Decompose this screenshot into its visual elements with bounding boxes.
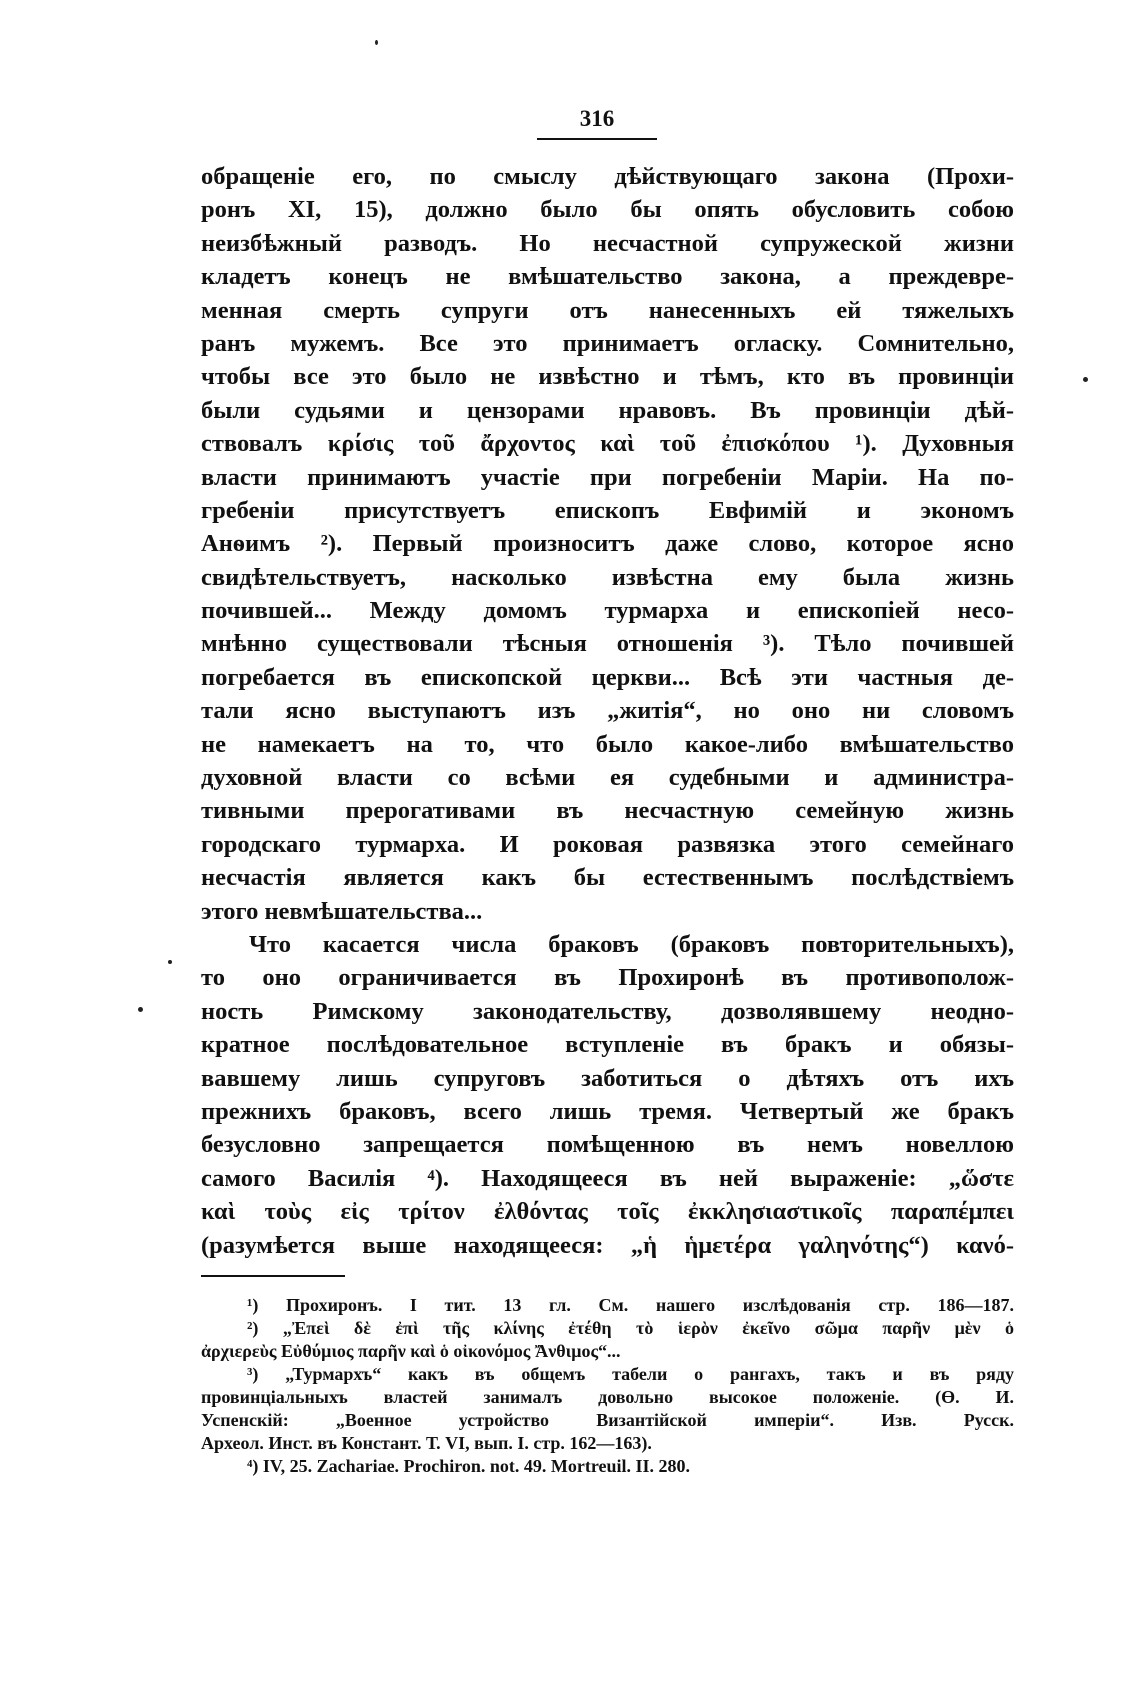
text-line: обращенiе его, по смыслу дѣйствующаго закона (Прохи-	[201, 163, 1014, 190]
text-line: духовной власти со всѣми ея судебными и администра-	[201, 764, 1014, 792]
text-line: гребенiи присутствуетъ епископъ Евфимiй и экономъ	[201, 496, 1014, 524]
text-line: ность Римскому законодательству, дозволявшему неодно-	[201, 997, 1014, 1025]
text-line: чтобы все это было не извѣстно и тѣмъ, кто въ провинцiи	[201, 363, 1014, 391]
text-line: власти принимаютъ участiе при погребенiи Марiи. На по-	[201, 463, 1014, 491]
page-number-rule	[537, 138, 657, 140]
text-line: мнѣнно существовали тѣсныя отношенiя ³). Тѣло почившей	[201, 630, 1014, 658]
footnote-separator	[201, 1275, 345, 1277]
footnote-line: ²) „Ἐπεὶ δὲ ἐπὶ τῆς κλίνης ἐτέθη τὸ ἱερὸν ἐκεῖνο σῶμα παρῆν μὲν ὁ	[247, 1318, 1014, 1338]
footnotes	[201, 1294, 1014, 1478]
text-line: самого Василiя ⁴). Находящееся въ ней выраженiе: „ὥστε	[201, 1164, 1014, 1192]
scan-speck	[1083, 377, 1088, 382]
footnote-line: ⁴) IV, 25. Zachariae. Prochiron. not. 49. Mortreuil. II. 280.	[247, 1456, 691, 1476]
text-line: вавшему лишь супруговъ заботиться о дѣтяхъ отъ ихъ	[201, 1064, 1014, 1092]
text-line: погребается въ епископской церкви... Всѣ эти частныя де-	[201, 663, 1014, 691]
text-line: Анѳимъ ²). Первый произноситъ даже слово, которое ясно	[201, 530, 1014, 558]
text-line: менная смерть супруги отъ нанесенныхъ ей тяжелыхъ	[201, 296, 1014, 324]
scan-speck	[375, 40, 378, 45]
text-line: кладетъ конецъ не вмѣшательство закона, а преждевре-	[201, 263, 1014, 291]
scan-speck	[138, 1007, 143, 1012]
text-line: καὶ τοὺς εἰς τρίτον ἐλθόντας τοῖς ἐκκλησιαστικοῖς παραπέμπει	[201, 1198, 1014, 1226]
text-line: то оно ограничивается въ Прохиронѣ въ противополож-	[201, 964, 1014, 992]
text-line: (разумѣется выше находящееся: „ἡ ἡμετέρα γαληνότης“) κανό-	[201, 1231, 1014, 1259]
text-line: этого невмѣшательства...	[201, 897, 483, 925]
footnote-line: провинцiальныхъ властей занималъ довольно высокое положенiе. (Ө. И.	[201, 1387, 1014, 1407]
footnote-line: ¹) Прохиронъ. I тит. 13 гл. См. нашего изслѣдованiя стр. 186—187.	[247, 1295, 1014, 1315]
footnote-line: ³) „Турмархъ“ какъ въ общемъ табели о рангахъ, такъ и въ ряду	[247, 1364, 1014, 1384]
page-number: 316	[579, 106, 615, 131]
text-line: прежнихъ браковъ, всего лишь тремя. Четвертый же бракъ	[201, 1097, 1014, 1125]
footnote-line: ἀρχιερεὺς Εὐθύμιος παρῆν καὶ ὁ οἰκονόμος Ἄνθιμος“...	[201, 1341, 621, 1361]
text-line: тали ясно выступаютъ изъ „житiя“, но оно ни словомъ	[201, 697, 1014, 725]
text-line: ствовалъ κρίσις τοῦ ἄρχοντος καὶ τοῦ ἐπισκόπου ¹). Духовныя	[201, 430, 1014, 458]
scan-speck	[168, 960, 172, 964]
text-line: неизбѣжный разводъ. Но несчастной супружеской жизни	[201, 229, 1014, 257]
text-line: почившей... Между домомъ турмарха и епископiей несо-	[201, 597, 1014, 625]
text-line: не намекаетъ на то, что было какое-либо вмѣшательство	[201, 730, 1014, 758]
footnote-line: Археол. Инст. въ Констант. Т. VI, вып. I. стр. 162—163).	[201, 1433, 652, 1453]
text-line: ронъ XI, 15), должно было бы опять обусловить собою	[201, 196, 1014, 224]
text-line: свидѣтельствуетъ, насколько извѣстна ему была жизнь	[201, 563, 1014, 591]
text-line: тивными прерогативами въ несчастную семейную жизнь	[201, 797, 1014, 825]
main-text	[201, 160, 1014, 1262]
text-line: безусловно запрещается помѣщенною въ немъ новеллою	[201, 1131, 1014, 1159]
text-line: городскаго турмарха. И роковая развязка этого семейнаго	[201, 830, 1014, 858]
text-line: ранъ мужемъ. Все это принимаетъ огласку. Сомнительно,	[201, 329, 1014, 357]
paragraph-start-line: Что касается числа браковъ (браковъ повторительныхъ),	[249, 930, 1014, 958]
text-line: кратное послѣдовательное вступленiе въ бракъ и обязы-	[201, 1031, 1014, 1059]
text-line: несчастiя является какъ бы естественнымъ послѣдствiемъ	[201, 864, 1014, 892]
footnote-line: Успенскiй: „Военное устройство Византiйской имперiи“. Изв. Русск.	[201, 1410, 1014, 1430]
text-line: были судьями и цензорами нравовъ. Въ провинцiи дѣй-	[201, 396, 1014, 424]
